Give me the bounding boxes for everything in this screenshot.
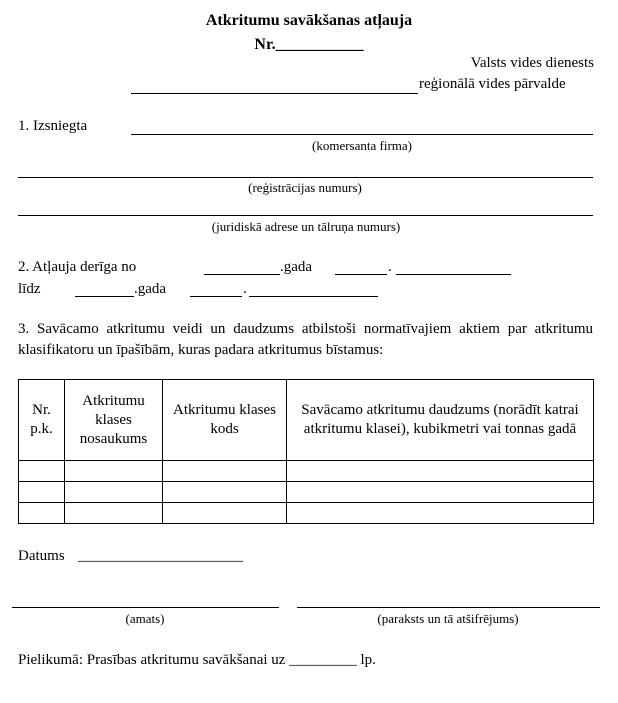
gada-label-2: .gada bbox=[134, 281, 167, 297]
table-cell[interactable] bbox=[287, 461, 594, 482]
table-row bbox=[19, 461, 594, 482]
until-month-field[interactable] bbox=[249, 296, 378, 297]
table-cell[interactable] bbox=[65, 503, 163, 524]
table-cell[interactable] bbox=[19, 503, 65, 524]
until-year-field[interactable] bbox=[75, 296, 134, 297]
table-cell[interactable] bbox=[287, 503, 594, 524]
header-class-code: Atkritumu klases kods bbox=[163, 380, 287, 461]
date-label: Datums bbox=[18, 548, 65, 564]
address-phone-field[interactable] bbox=[18, 215, 593, 216]
table-row bbox=[19, 503, 594, 524]
issuer-region-label: reģionālā vides pārvalde bbox=[419, 76, 566, 92]
table-cell[interactable] bbox=[65, 482, 163, 503]
header-quantity: Savācamo atkritumu daudzums (norādīt katrai atkritumu klasei), kubikmetri vai tonnas gadā bbox=[287, 380, 594, 461]
registration-caption: (reģistrācijas numurs) bbox=[248, 180, 362, 195]
valid-from-day-field[interactable] bbox=[335, 274, 387, 275]
address-caption: (juridiskā adrese un tālruņa numurs) bbox=[211, 219, 401, 234]
table-cell[interactable] bbox=[163, 503, 287, 524]
signature-field[interactable] bbox=[297, 607, 600, 608]
signature-caption: (paraksts un tā atšifrējums) bbox=[377, 611, 519, 626]
waste-classes-table bbox=[18, 379, 594, 524]
valid-from-year-field[interactable] bbox=[204, 274, 280, 275]
permit-number: Nr.___________ bbox=[254, 36, 364, 53]
until-day-field[interactable] bbox=[190, 296, 242, 297]
company-name-field[interactable] bbox=[131, 134, 593, 135]
section3-text: 3. Savācamo atkritumu veidi un daudzums atbilstoši normatīvajiem aktiem par atkritumu klasifikatoru un īpašībām, kuras padara atkritumus bīstamus: bbox=[18, 321, 593, 358]
table-cell[interactable] bbox=[163, 461, 287, 482]
company-caption: (komersanta firma) bbox=[312, 138, 412, 153]
table-cell[interactable] bbox=[163, 482, 287, 503]
table-cell[interactable] bbox=[19, 482, 65, 503]
table-cell[interactable] bbox=[287, 482, 594, 503]
until-label: līdz bbox=[18, 281, 41, 297]
table-row bbox=[19, 482, 594, 503]
valid-from-month-field[interactable] bbox=[396, 274, 511, 275]
issuer-name: Valsts vides dienests bbox=[470, 55, 594, 71]
table-cell[interactable] bbox=[19, 461, 65, 482]
position-field[interactable] bbox=[12, 607, 279, 608]
date-field[interactable]: ______________________ bbox=[78, 548, 243, 564]
dot-2: . bbox=[243, 281, 247, 297]
document-title: Atkritumu savākšanas atļauja bbox=[205, 12, 413, 29]
valid-from-label: 2. Atļauja derīga no bbox=[18, 259, 137, 275]
issuer-region-field[interactable] bbox=[131, 93, 418, 94]
registration-number-field[interactable] bbox=[18, 177, 593, 178]
header-nr: Nr. p.k. bbox=[19, 380, 65, 461]
dot-1: . bbox=[388, 259, 392, 275]
table-header-row bbox=[19, 380, 594, 461]
gada-label-1: .gada bbox=[280, 259, 313, 275]
table-cell[interactable] bbox=[65, 461, 163, 482]
attachment-text: Pielikumā: Prasības atkritumu savākšanai uz _________ lp. bbox=[18, 652, 376, 668]
header-class-name: Atkritumu klases nosaukums bbox=[65, 380, 163, 461]
section1-label: 1. Izsniegta bbox=[18, 118, 88, 134]
position-caption: (amats) bbox=[125, 611, 165, 626]
